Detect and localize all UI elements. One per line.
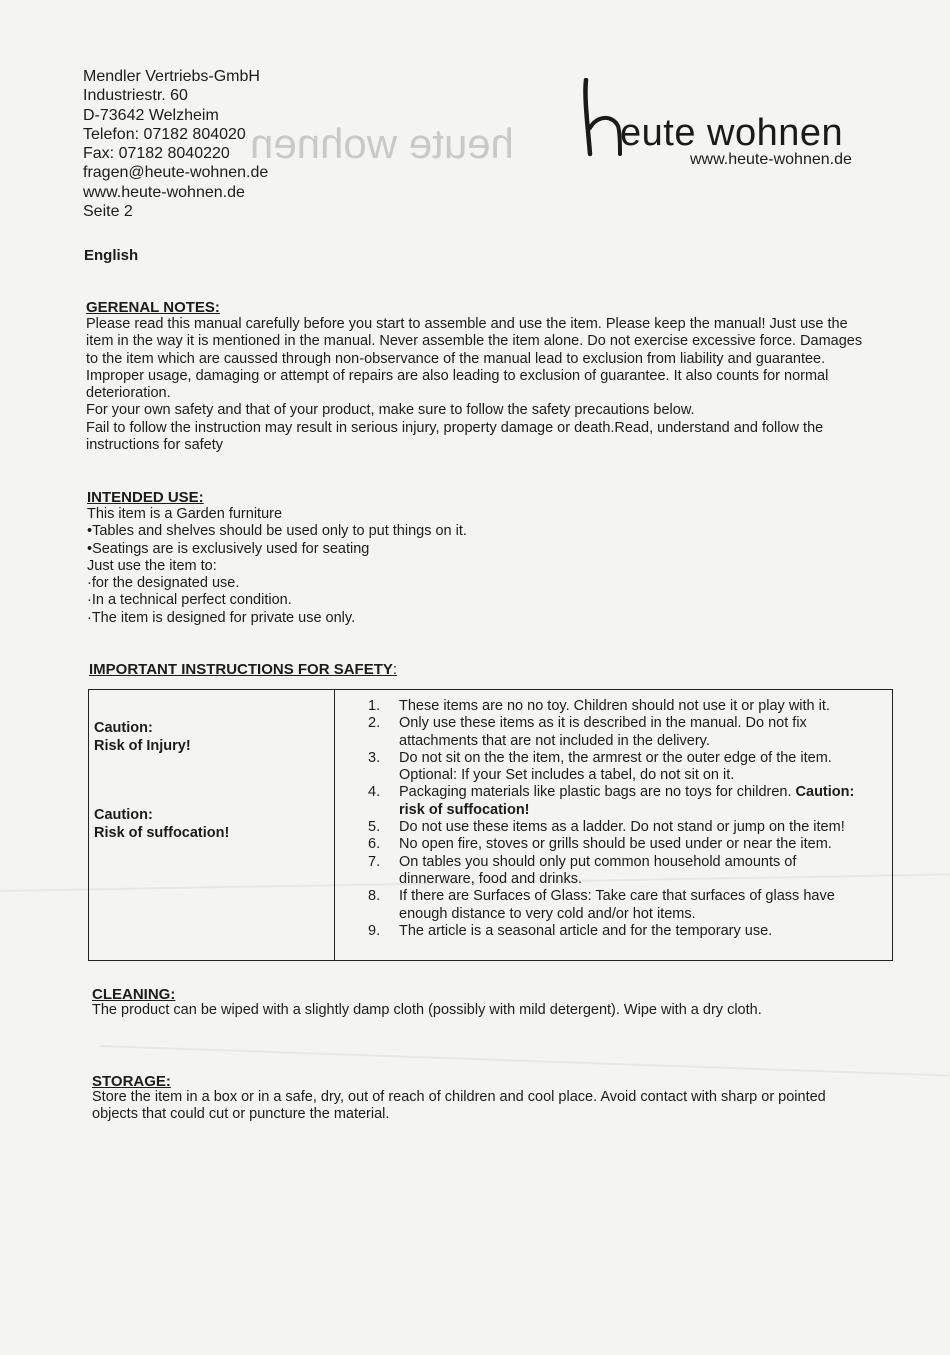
safety-item [335,836,875,853]
safety-item-text [399,836,875,853]
safety-item [335,698,875,715]
safety-item-warning: Caution: risk of suffocation! [399,784,855,818]
storage-heading: STORAGE: [92,1073,171,1090]
safety-heading [89,661,397,678]
safety-item-number: 8. [368,888,381,905]
intended-use-line: Just use the item to: [87,557,217,574]
street: Industriestr. 60 [83,87,188,105]
storage-text [92,1089,826,1124]
safety-heading-colon: : [392,661,398,678]
company-name: Mendler Vertriebs-GmbH [83,68,260,85]
general-notes-line: item in the way it is mentioned in the manual. Never assemble the item alone. Do not exercise excessive force. Damages [86,333,863,350]
logo-url: www.heute-wohnen.de [690,151,852,168]
intended-use-heading: INTENDED USE: [87,489,204,506]
safety-item-text [399,819,875,836]
safety-item-text [399,715,875,750]
sender-address [83,67,268,221]
language-label: English [84,247,139,264]
general-notes-line: Fail to follow the instruction may result in serious injury, property damage or death.Read, understand and follow the [86,419,824,436]
city: D-73642 Welzheim [83,106,219,124]
caution-label: Caution: [94,807,153,823]
safety-item-text [399,888,875,923]
safety-item-text [399,698,875,715]
intended-use-line: ·The item is designed for private use only. [87,609,356,626]
intended-use-line: This item is a Garden furniture [87,506,283,522]
safety-item-text [399,854,875,889]
instructions-column [335,690,893,961]
safety-item-body: These items are no no toy. Children should not use it or play with it. [399,698,830,714]
safety-item [335,888,875,923]
safety-instructions-list [335,698,875,940]
safety-table [88,689,893,961]
cleaning-line: The product can be wiped with a slightly damp cloth (possibly with mild detergent). Wipe with a dry cloth. [92,1002,762,1018]
safety-item-text [399,784,875,819]
safety-item-body: Do not use these items as a ladder. Do not stand or jump on the item! [399,819,845,836]
intended-use-line: ·for the designated use. [87,575,240,592]
general-notes-line: For your own safety and that of your product, make sure to follow the safety precautions below. [86,402,695,419]
safety-item-body: Do not sit on the the item, the armrest or the outer edge of the item. Optional: If your Set includes a tabel, do not sit on it. [399,749,832,784]
caution-column [89,690,335,961]
intended-use-line: •Tables and shelves should be used only to put things on it. [87,523,467,540]
caution-suffocation [94,807,229,842]
safety-item [335,923,875,940]
storage-line: Store the item in a box or in a safe, dry, out of reach of children and cool place. Avoid contact with sharp or pointed [92,1089,826,1105]
safety-item-number: 2. [368,715,381,732]
logo-wordmark: eute wohnen [620,112,844,154]
safety-item [335,715,875,750]
safety-item-number: 9. [368,922,381,939]
cleaning-text [92,1002,762,1019]
general-notes-line: Please read this manual carefully before you start to assemble and use the item. Please keep the manual! Just use the [86,316,848,332]
safety-item-body: The article is a seasonal article and for the temporary use. [399,922,773,939]
safety-item-body: If there are Surfaces of Glass: Take care that surfaces of glass have enough distance to very cold and/or hot items. [399,888,835,922]
safety-item-number: 3. [368,749,381,766]
page-number: Seite 2 [83,203,133,221]
intended-use-text [87,506,467,627]
safety-item-number: 5. [368,819,381,836]
general-notes-line: deterioration. [86,385,171,402]
caution-injury [94,720,191,755]
paper-crease [100,1045,950,1077]
general-notes-line: to the item which are caussed through non-observance of the manual lead to exclusion from liability and guarantee. [86,350,826,367]
safety-item [335,854,875,889]
safety-item-text [399,750,875,785]
safety-item-number: 7. [368,853,381,870]
general-notes-line: instructions for safety [86,437,223,454]
risk-injury-label: Risk of Injury! [94,737,191,754]
safety-item-body: No open fire, stoves or grills should be used under or near the item. [399,836,832,853]
intended-use-line: ·In a technical perfect condition. [87,592,292,609]
email: fragen@heute-wohnen.de [83,164,269,182]
safety-item-number: 6. [368,836,381,853]
safety-item-body: On tables you should only put common household amounts of dinnerware, food and drinks. [399,853,797,887]
caution-label: Caution: [94,720,153,736]
safety-item-body: Only use these items as it is described in the manual. Do not fix attachments that are not included in the delivery. [399,715,807,749]
safety-item [335,750,875,785]
show-through-logo: heute wohnen [250,120,514,167]
safety-item [335,819,875,836]
safety-heading-text: IMPORTANT INSTRUCTIONS FOR SAFETY [89,661,393,678]
storage-line: objects that could cut or puncture the material. [92,1106,390,1123]
general-notes-heading: GERENAL NOTES: [86,299,220,316]
safety-item-text [399,923,875,940]
safety-item-number: 1. [368,698,381,714]
general-notes-text [86,316,862,454]
intended-use-line: •Seatings are is exclusively used for seating [87,540,370,557]
fax: Fax: 07182 8040220 [83,145,230,163]
risk-suffocation-label: Risk of suffocation! [94,824,230,841]
heute-wohnen-logo [582,78,892,178]
website: www.heute-wohnen.de [83,183,245,201]
safety-item [335,784,875,819]
safety-item-body: Packaging materials like plastic bags are no toys for children. [399,784,792,801]
safety-item-number: 4. [368,784,381,801]
general-notes-line: Improper usage, damaging or attempt of repairs are also leading to exclusion of guarantee. It also counts for normal [86,367,829,384]
cleaning-heading: CLEANING: [92,986,176,1003]
phone: Telefon: 07182 804020 [83,125,246,143]
